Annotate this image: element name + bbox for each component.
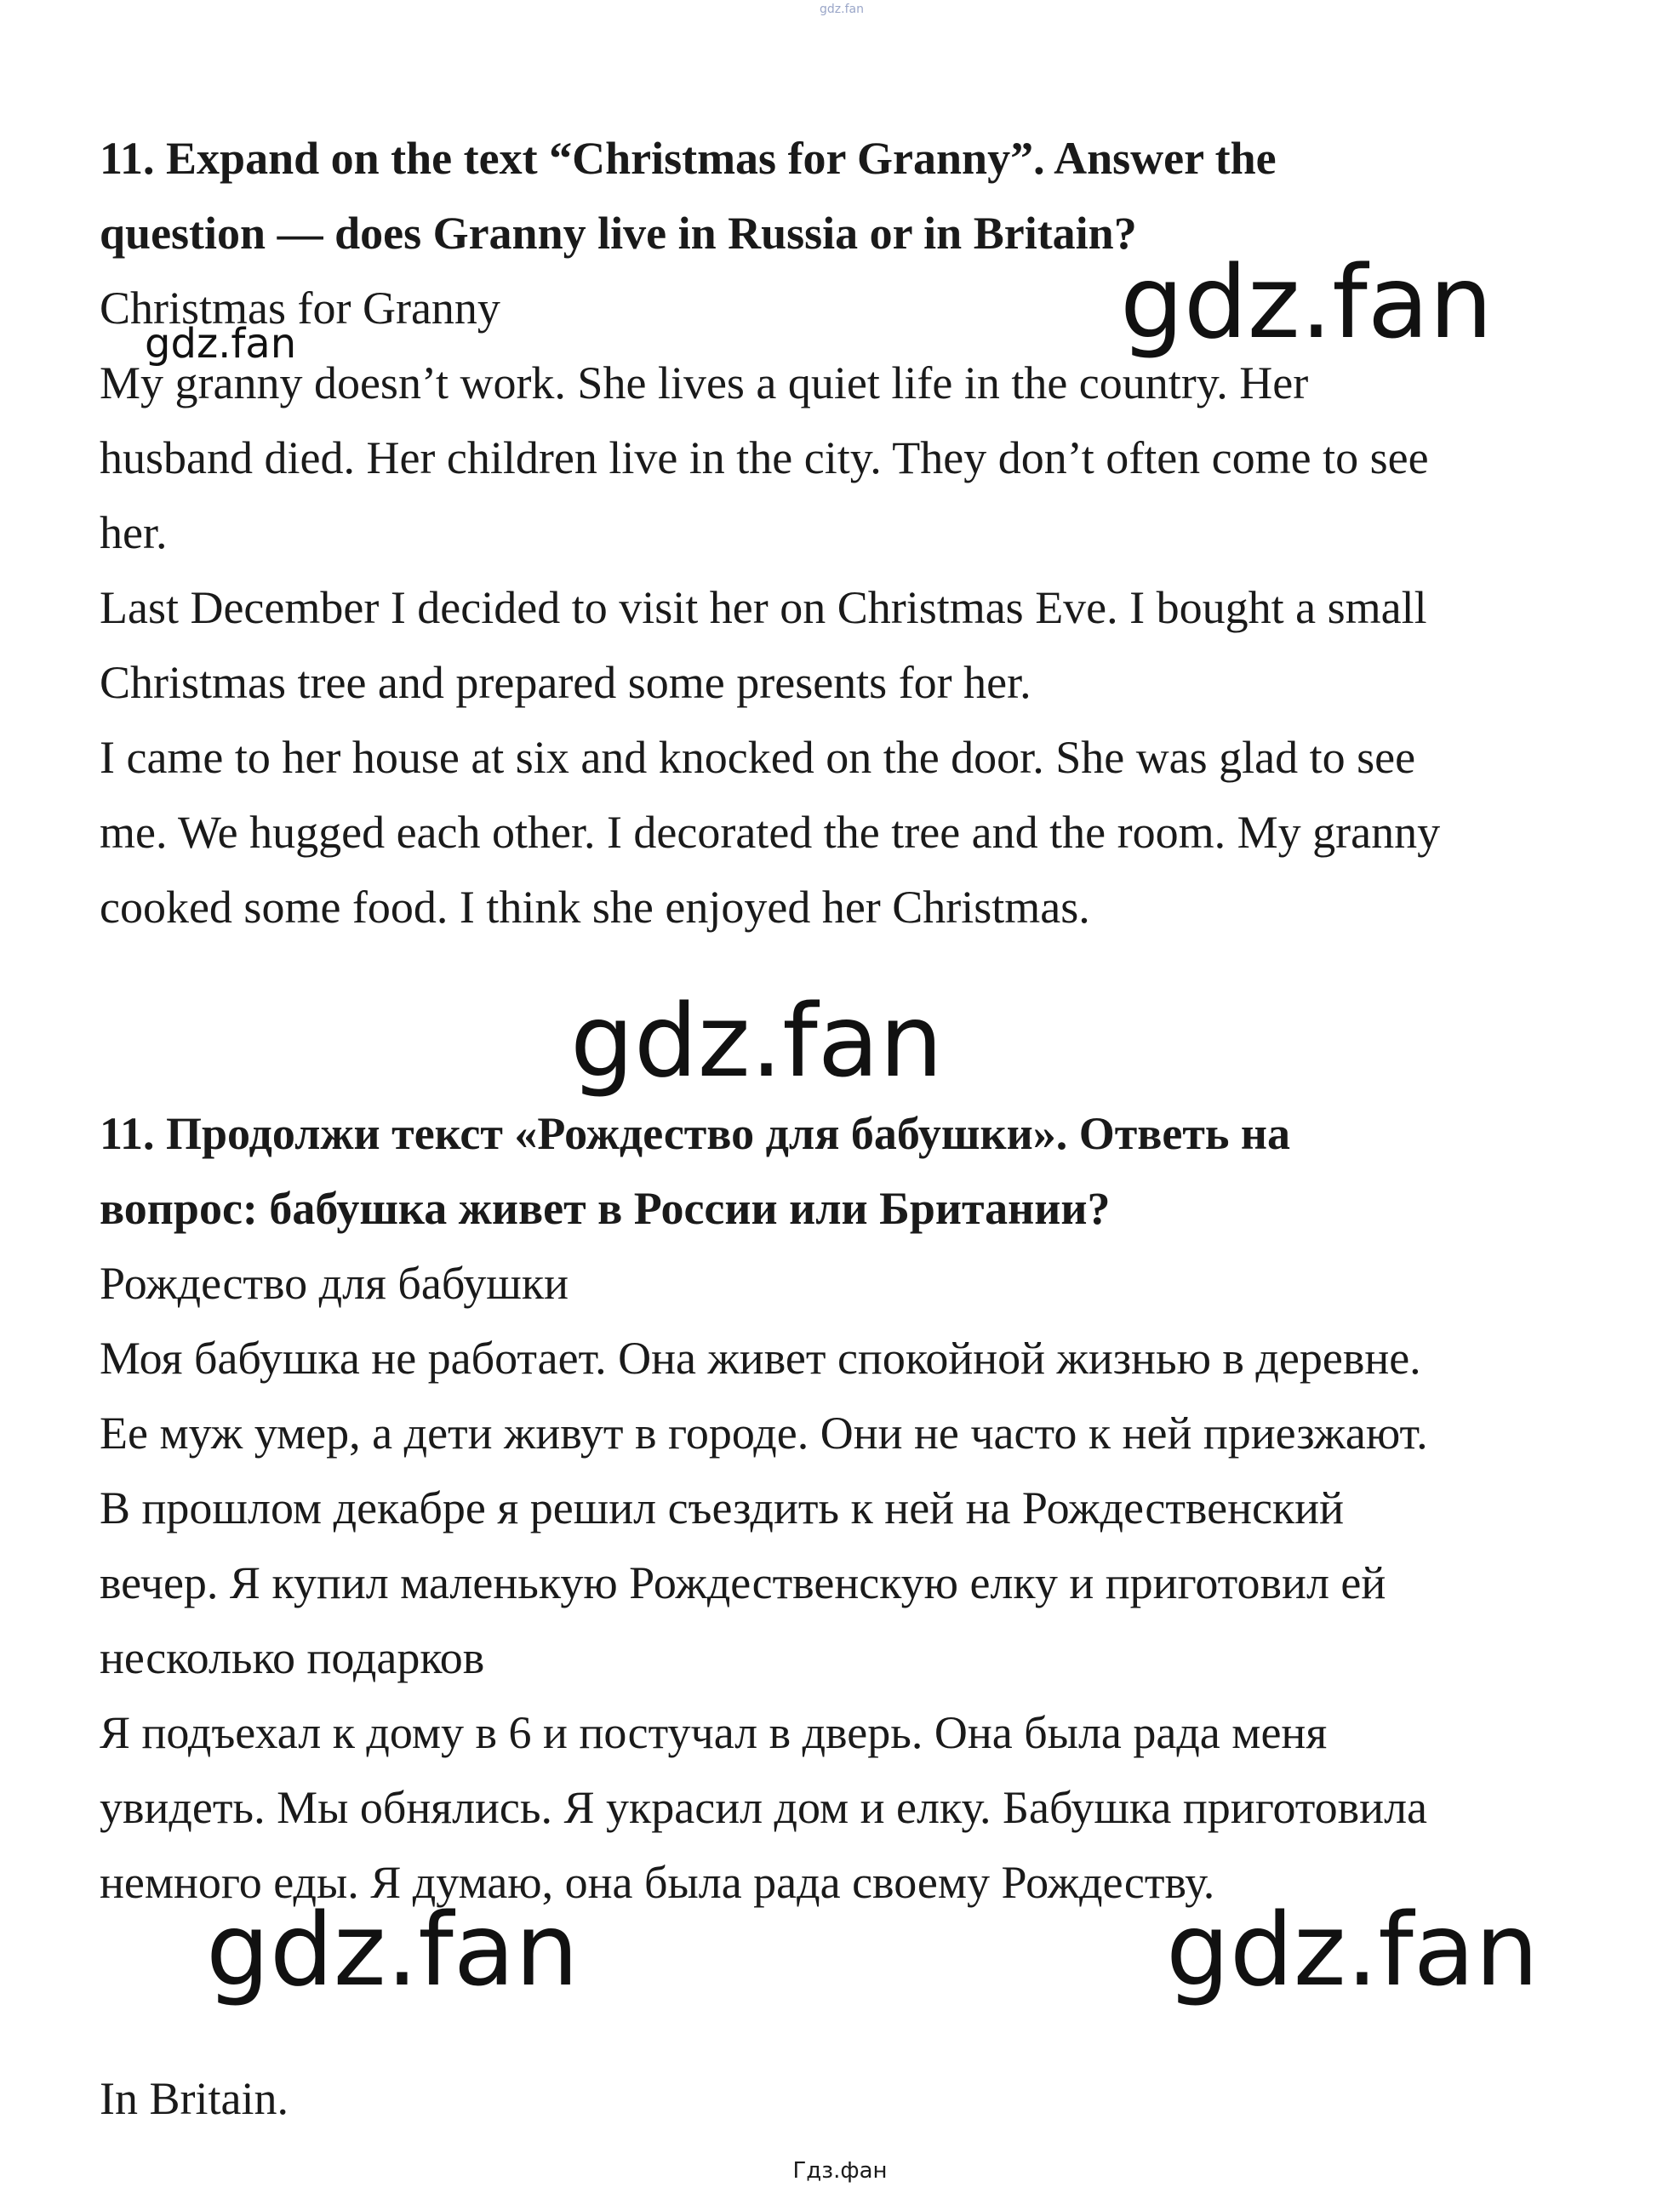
english-task-line-2: question — does Granny live in Russia or in Britain? (100, 208, 1137, 259)
russian-text-line-7: увидеть. Мы обнялись. Я украсил дом и елку. Бабушка приготовила (100, 1782, 1427, 1833)
watermark-small-left: gdz.fan (145, 320, 297, 368)
english-task-line-1: 11. Expand on the text “Christmas for Granny”. Answer the (100, 133, 1277, 184)
russian-text-line-6: Я подъехал к дому в 6 и постучал в дверь. Она была рада меня (100, 1707, 1328, 1758)
watermark-upper-right: gdz.fan (1120, 243, 1493, 361)
top-watermark: gdz.fan (820, 3, 864, 16)
watermark-center: gdz.fan (570, 982, 943, 1099)
watermark-lower-left: gdz.fan (206, 1891, 579, 2008)
russian-task-line-1: 11. Продолжи текст «Рождество для бабушки». Ответь на (100, 1108, 1291, 1159)
english-text-line-8: cooked some food. I think she enjoyed her Christmas. (100, 882, 1090, 933)
russian-text-line-8: немного еды. Я думаю, она была рада своему Рождеству. (100, 1857, 1215, 1908)
english-text-line-6: I came to her house at six and knocked on the door. She was glad to see (100, 732, 1416, 783)
russian-text-line-5: несколько подарков (100, 1632, 485, 1683)
english-text-line-2: husband died. Her children live in the city. They don’t often come to see (100, 432, 1429, 483)
answer-text: In Britain. (100, 2073, 289, 2124)
russian-text-line-4: вечер. Я купил маленькую Рождественскую елку и приготовил ей (100, 1557, 1386, 1608)
russian-text-line-3: В прошлом декабре я решил съездить к ней на Рождественский (100, 1482, 1344, 1533)
russian-task-line-2: вопрос: бабушка живет в России или Британии? (100, 1183, 1111, 1234)
russian-title: Рождество для бабушки (100, 1258, 569, 1309)
english-text-line-7: me. We hugged each other. I decorated the tree and the room. My granny (100, 807, 1441, 858)
english-text-line-4: Last December I decided to visit her on Christmas Eve. I bought a small (100, 582, 1427, 633)
english-text-line-5: Christmas tree and prepared some presents for her. (100, 657, 1031, 708)
watermark-lower-right: gdz.fan (1166, 1891, 1539, 2008)
russian-text-line-2: Ее муж умер, а дети живут в городе. Они не часто к ней приезжают. (100, 1408, 1428, 1459)
english-title: Christmas for Granny (100, 283, 500, 334)
footer-text: Гдз.фан (792, 2158, 888, 2184)
english-text-line-1: My granny doesn’t work. She lives a quiet life in the country. Her (100, 357, 1309, 408)
russian-text-line-1: Моя бабушка не работает. Она живет спокойной жизнью в деревне. (100, 1333, 1421, 1384)
english-text-line-3: her. (100, 507, 168, 558)
